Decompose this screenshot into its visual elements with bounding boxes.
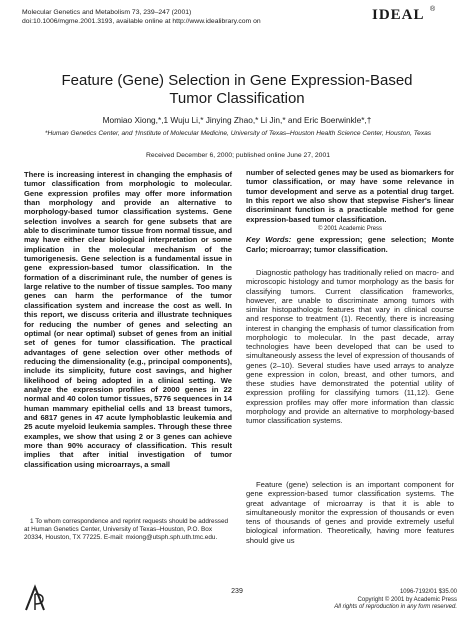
rights-line: All rights of reproduction in any form reserved. xyxy=(334,604,457,610)
abstract-copyright: © 2001 Academic Press xyxy=(317,226,383,233)
abstract-continuation: number of selected genes may be used as biomarkers for tumor classification, or may have some relevance in tumor development and serve as a potential drug target. In this report we also show that stepwise Fisher's linear discriminant function is a practicable method for gene expression-based tumor classification. xyxy=(246,168,454,224)
article-title xyxy=(40,72,434,108)
footnote: 1 To whom correspondence and reprint requests should be addressed at Human Genetics Center, University of Texas–Houston, P.O. Box 20334, Houston, TX 77225. E-mail: mxiong@utsph.sph.uth.tmc.edu. xyxy=(24,518,229,542)
received-date: Received December 6, 2000; published online June 27, 2001 xyxy=(145,152,331,159)
abstract-right-column xyxy=(246,168,454,254)
academic-press-logo-icon xyxy=(22,584,48,612)
keywords xyxy=(246,235,454,254)
body-paragraph-1: Diagnostic pathology has traditionally relied on macro- and microscopic histology and tumor morphology as the basis for classifying tumors. Current classification frameworks, however, are unable to discriminate among tumors with similar histopathologic features that vary in clinical course and response to treatment (1). Recently, there is increasing interest in changing the emphasis of tumor classification from morphologic to molecular. In the past decade, array technologies have been developed that can be used to simultaneously assess the level of expression of thousands of genes (2–10). Several studies have used arrays to analyze gene expression in colon, breast, and other tumors, and these studies have demonstrated the potential utility of expression profiling for classifying tumors (11,12). Gene expression profiles may offer more information than classic morphology and provide an alternative to morphology-based tumor classification systems. xyxy=(246,268,454,425)
journal-citation xyxy=(22,8,322,26)
copyright-line: Copyright © 2001 by Academic Press xyxy=(357,596,457,603)
body-paragraph-2: Feature (gene) selection is an important component for gene expression-based tumor classification systems. The great advantage of microarray is that it is able to simultaneously monitor the expression of thousands or even tens of thousands of genes and provide extremely useful biological information. Theoretically, having more features should give us xyxy=(246,480,454,545)
title-line-2: Tumor Classification xyxy=(169,90,305,107)
author-list: Momiao Xiong,*,1 Wuju Li,* Jinying Zhao,* Li Jin,* and Eric Boerwinkle*,† xyxy=(102,115,372,125)
issn-price: 1096-7192/01 $35.00 xyxy=(399,589,457,595)
affiliations: *Human Genetics Center, and †Institute of Molecular Medicine, University of Texas–Houston Health Science Center, Houston, Texas xyxy=(44,130,432,137)
keywords-text: gene expression; gene selection; Monte Carlo; microarray; tumor classification. xyxy=(246,235,454,254)
page-number: 239 xyxy=(231,588,243,595)
journal-line-2: doi:10.1006/mgme.2001.3193, available online at http://www.idealibrary.com on xyxy=(22,18,261,25)
logo-text: IDEAL xyxy=(372,7,425,23)
journal-line-1: Molecular Genetics and Metabolism 73, 239–247 (2001) xyxy=(22,9,192,16)
registered-mark: ® xyxy=(430,6,436,13)
ideal-logo xyxy=(372,6,462,28)
publisher-footer xyxy=(312,589,457,612)
title-line-1: Feature (Gene) Selection in Gene Expression-Based xyxy=(61,72,413,89)
abstract-left-column: There is increasing interest in changing the emphasis of tumor classification from morphologic to molecular. Gene expression profiles may offer more information than morphology and provide an alternative to morphology-based tumor classification systems. Gene selection involves a search for gene subsets that are able to discriminate tumor tissue from normal tissue, and may have either clear biological interpretation or some implication in the molecular mechanism of the tumorigenesis. Gene selection is a fundamental issue in gene expression-based tumor classification. In the formation of a discriminant rule, the number of genes is large relative to the number of tissue samples. Too many genes can harm the performance of the tumor classification system and increase the cost as well. In this report, we discuss criteria and illustrate techniques for reducing the number of genes and selecting an optimal (or near optimal) subset of genes from an initial set of genes for tumor classification. The practical advantages of gene selection over other methods of reducing the dimensionality (e.g., principal components), include its simplicity, future cost savings, and higher likelihood of being adopted in a clinical setting. We analyze the expression profiles of 2000 genes in 22 normal and 40 colon tumor tissues, 5776 sequences in 14 human mammary epithelial cells and 13 breast tumors, and 6817 genes in 47 acute lymphoblastic leukemia and 25 acute myeloid leukemia samples. Through these three examples, we show that using 2 or 3 genes can achieve more than 90% accuracy of classification. This result implies that after initial investigation of tumor classification using microarrays, a small xyxy=(24,170,232,469)
keywords-label: Key Words: xyxy=(246,235,292,245)
